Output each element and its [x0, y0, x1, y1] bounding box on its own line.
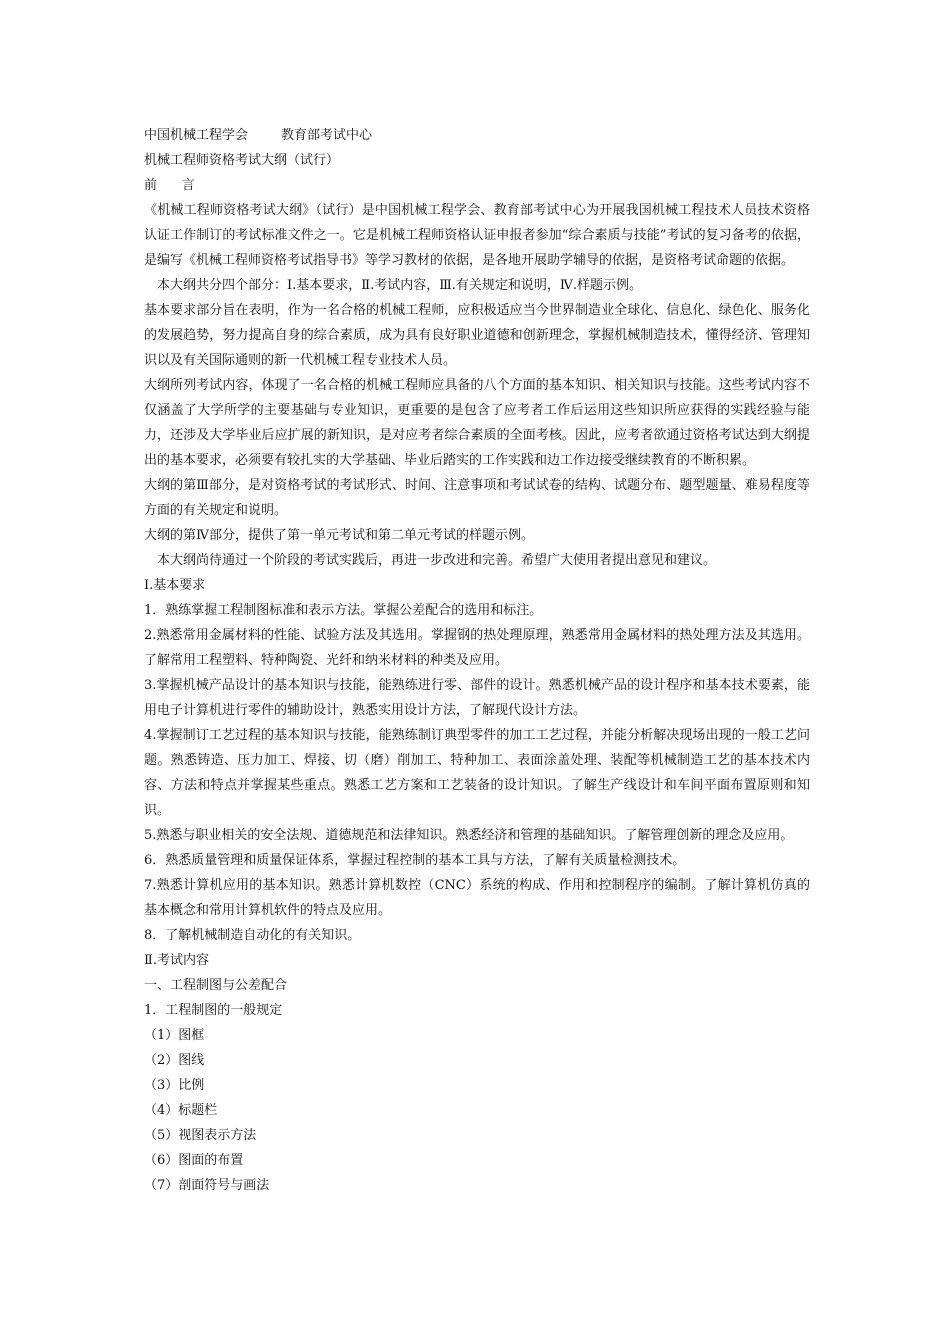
preface-paragraph: 基本要求部分旨在表明，作为一名合格的机械工程师，应积极适应当今世界制造业全球化、信息化、绿色化、服务化的发展趋势，努力提高自身的综合素质，成为具有良好职业道德和创新理念，掌握机械制造技术，懂得经济、管理知识以及有关国际通则的新一代机械工程专业技术人员。	[144, 303, 810, 368]
list-item: （1）图框	[144, 1028, 205, 1043]
list-item: （5）视图表示方法	[144, 1128, 257, 1143]
preface-paragraph: 大纲的第Ⅳ部分，提供了第一单元考试和第二单元考试的样题示例。	[144, 528, 534, 543]
preface-paragraph: 大纲的第Ⅲ部分，是对资格考试的考试形式、时间、注意事项和考试试卷的结构、试题分布、题型题量、难易程度等方面的有关规定和说明。	[144, 478, 810, 518]
preface-paragraph: 本大纲共分四个部分：Ⅰ.基本要求，Ⅱ.考试内容，Ⅲ.有关规定和说明，Ⅳ.样题示例。	[157, 278, 643, 293]
requirement-item: 3.掌握机械产品设计的基本知识与技能，能熟练进行零、部件的设计。熟悉机械产品的设计程序和基本技术要素，能用电子计算机进行零件的辅助设计，熟悉实用设计方法，了解现代设计方法。	[144, 678, 810, 718]
list-item: （7）剖面符号与画法	[144, 1178, 270, 1193]
list-item: （4）标题栏	[144, 1103, 218, 1118]
requirement-item: 2.熟悉常用金属材料的性能、试验方法及其选用。掌握钢的热处理原理，熟悉常用金属材料的热处理方法及其选用。了解常用工程塑料、特种陶瓷、光纤和纳米材料的种类及应用。	[144, 628, 810, 668]
requirement-item: 7.熟悉计算机应用的基本知识。熟悉计算机数控（CNC）系统的构成、作用和控制程序的编制。了解计算机仿真的基本概念和常用计算机软件的特点及应用。	[144, 878, 810, 918]
requirement-item: 5.熟悉与职业相关的安全法规、道德规范和法律知识。熟悉经济和管理的基础知识。了解管理创新的理念及应用。	[144, 828, 794, 843]
subsection-heading: 一、工程制图与公差配合	[144, 978, 288, 993]
preface-paragraph: 大纲所列考试内容，体现了一名合格的机械工程师应具备的八个方面的基本知识、相关知识与技能。这些考试内容不仅涵盖了大学所学的主要基础与专业知识，更重要的是包含了应考者工作后运用这些知识所应获得的实践经验与能力，还涉及大学毕业后应扩展的新知识，是对应考者综合素质的全面考核。因此，应考者欲通过资格考试达到大纲提出的基本要求，必须要有较扎实的大学基础、毕业后踏实的工作实践和边工作边接受继续教育的不断积累。	[144, 378, 810, 468]
requirement-item: 6．熟悉质量管理和质量保证体系，掌握过程控制的基本工具与方法，了解有关质量检测技术。	[144, 853, 686, 868]
section-heading-basic-requirements: Ⅰ.基本要求	[144, 578, 206, 593]
requirement-item: 4.掌握制订工艺过程的基本知识与技能，能熟练制订典型零件的加工工艺过程，并能分析解决现场出现的一般工艺问题。熟悉铸造、压力加工、焊接、切（磨）削加工、特种加工、表面涂盖处理、装配等机械制造工艺的基本技术内容、方法和特点并掌握某些重点。熟悉工艺方案和工艺装备的设计知识。了解生产线设计和车间平面布置原则和知识。	[144, 728, 810, 818]
doc-title: 机械工程师资格考试大纲（试行）	[144, 153, 340, 168]
preface-paragraph: 本大纲尚待通过一个阶段的考试实践后，再进一步改进和完善。希望广大使用者提出意见和建议。	[157, 553, 717, 568]
preface-heading: 前 言	[144, 178, 195, 193]
org-line: 中国机械工程学会 教育部考试中心	[144, 128, 373, 143]
section-heading-exam-content: Ⅱ.考试内容	[144, 953, 209, 968]
list-item: （3）比例	[144, 1078, 205, 1093]
list-item: （2）图线	[144, 1053, 205, 1068]
list-item: （6）图面的布置	[144, 1153, 244, 1168]
preface-paragraph: 《机械工程师资格考试大纲》（试行）是中国机械工程学会、教育部考试中心为开展我国机械工程技术人员技术资格认证工作制订的考试标准文件之一。它是机械工程师资格认证申报者参加“综合素质与技能”考试的复习备考的依据，是编写《机械工程师资格考试指导书》等学习教材的依据，是各地开展助学辅导的依据，是资格考试命题的依据。	[144, 203, 810, 268]
subsection-item: 1．工程制图的一般规定	[144, 1003, 283, 1018]
requirement-item: 8．了解机械制造自动化的有关知识。	[144, 928, 361, 943]
requirement-item: 1．熟练掌握工程制图标准和表示方法。掌握公差配合的选用和标注。	[144, 603, 543, 618]
